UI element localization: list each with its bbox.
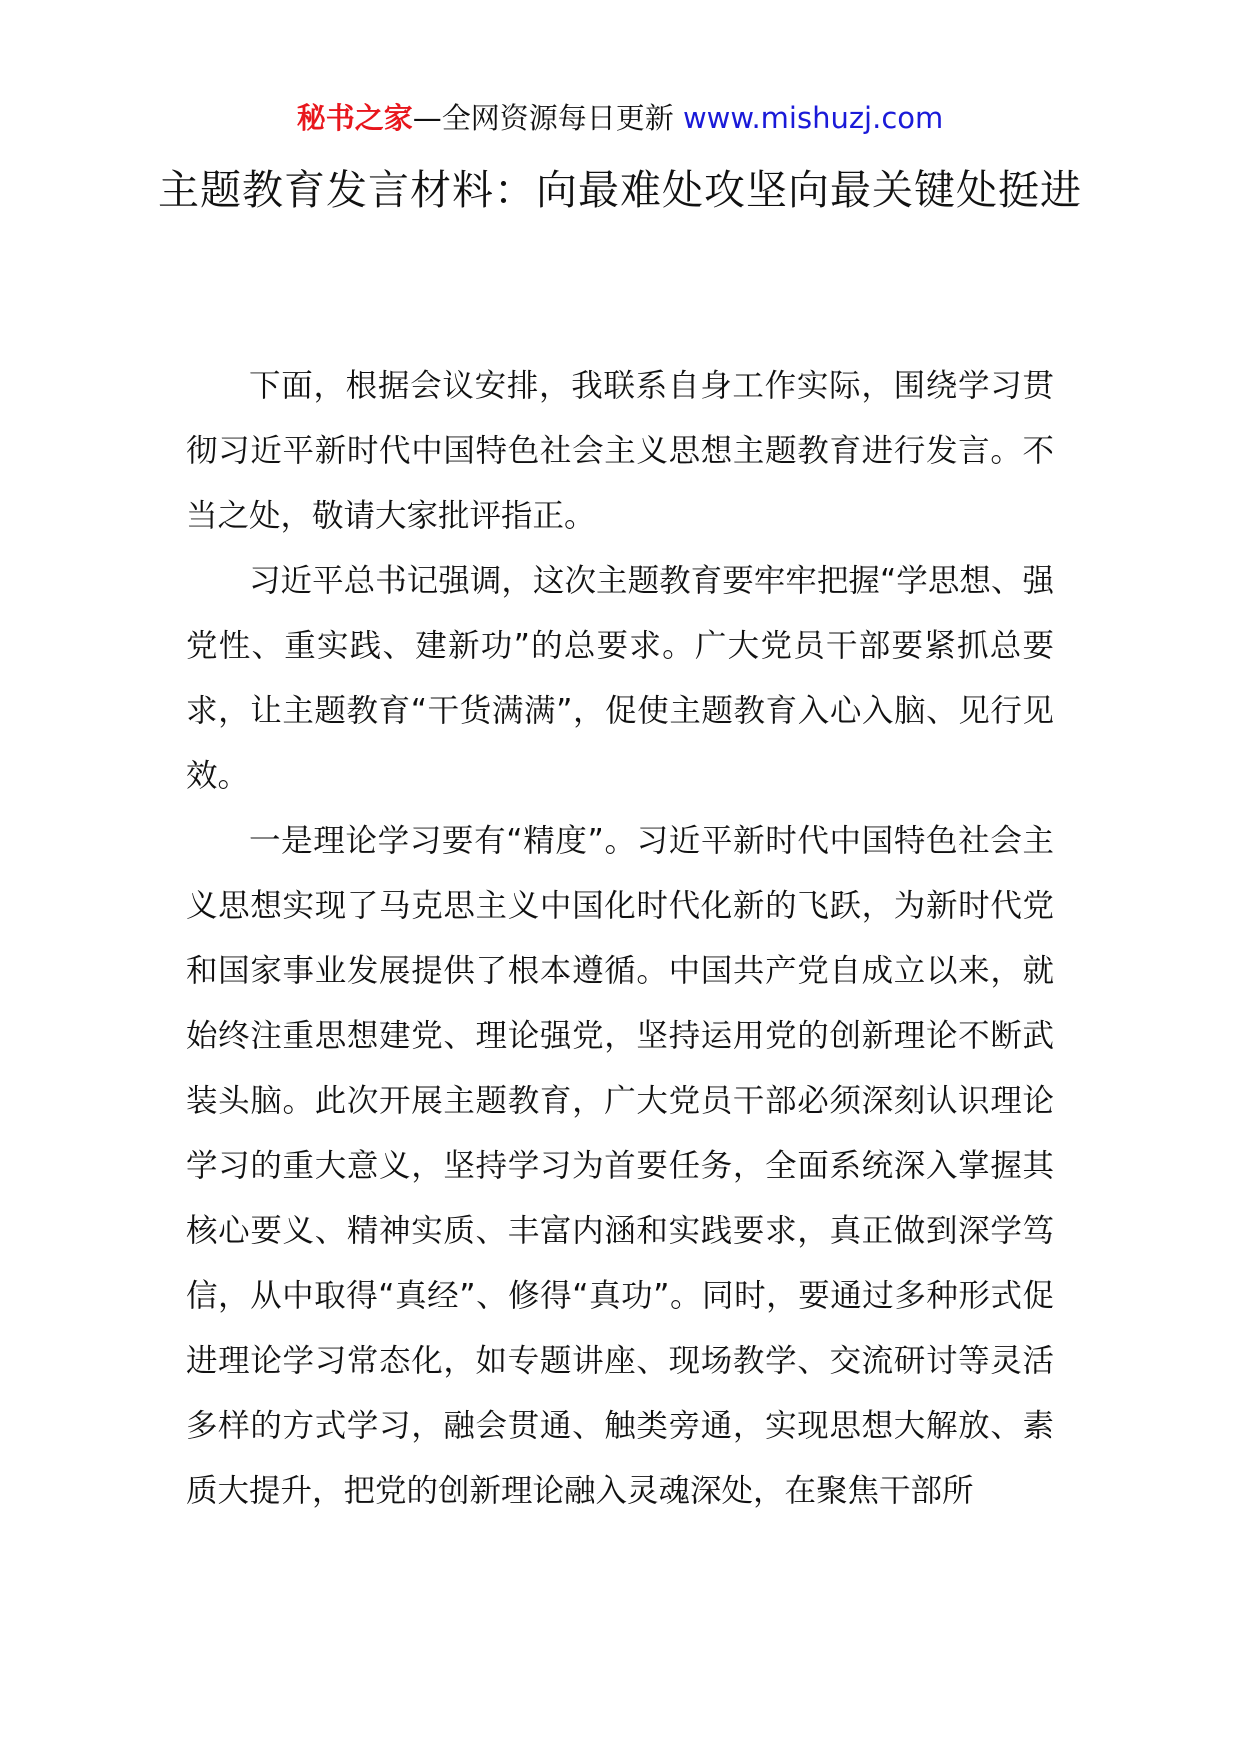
document-body [186, 354, 1054, 1524]
header-url-link[interactable]: www.mishuzj.com [682, 101, 944, 135]
paragraph-requirements: 习近平总书记强调，这次主题教育要牢牢把握“学思想、强党性、重实践、建新功”的总要求。广大党员干部要紧抓总要求，让主题教育“干货满满”，促使主题教育入心入脑、见行见效。 [186, 563, 1054, 794]
brand-name: 秘书之家 [296, 101, 413, 135]
header-tagline: —全网资源每日更新 [412, 101, 683, 135]
site-header [0, 98, 1240, 138]
paragraph-theory-study: 一是理论学习要有“精度”。习近平新时代中国特色社会主义思想实现了马克思主义中国化时代化新的飞跃，为新时代党和国家事业发展提供了根本遵循。中国共产党自成立以来，就始终注重思想建党、理论强党，坚持运用党的创新理论不断武装头脑。此次开展主题教育，广大党员干部必须深刻认识理论学习的重大意义，坚持学习为首要任务，全面系统深入掌握其核心要义、精神实质、丰富内涵和实践要求，真正做到深学笃信，从中取得“真经”、修得“真功”。同时，要通过多种形式促进理论学习常态化，如专题讲座、现场教学、交流研讨等灵活多样的方式学习，融会贯通、触类旁通，实现思想大解放、素质大提升，把党的创新理论融入灵魂深处，在聚焦干部所 [186, 823, 1054, 1509]
paragraph-intro: 下面，根据会议安排，我联系自身工作实际，围绕学习贯彻习近平新时代中国特色社会主义思想主题教育进行发言。不当之处，敬请大家批评指正。 [186, 368, 1054, 534]
document-title: 主题教育发言材料：向最难处攻坚向最关键处挺进 [158, 166, 1082, 214]
